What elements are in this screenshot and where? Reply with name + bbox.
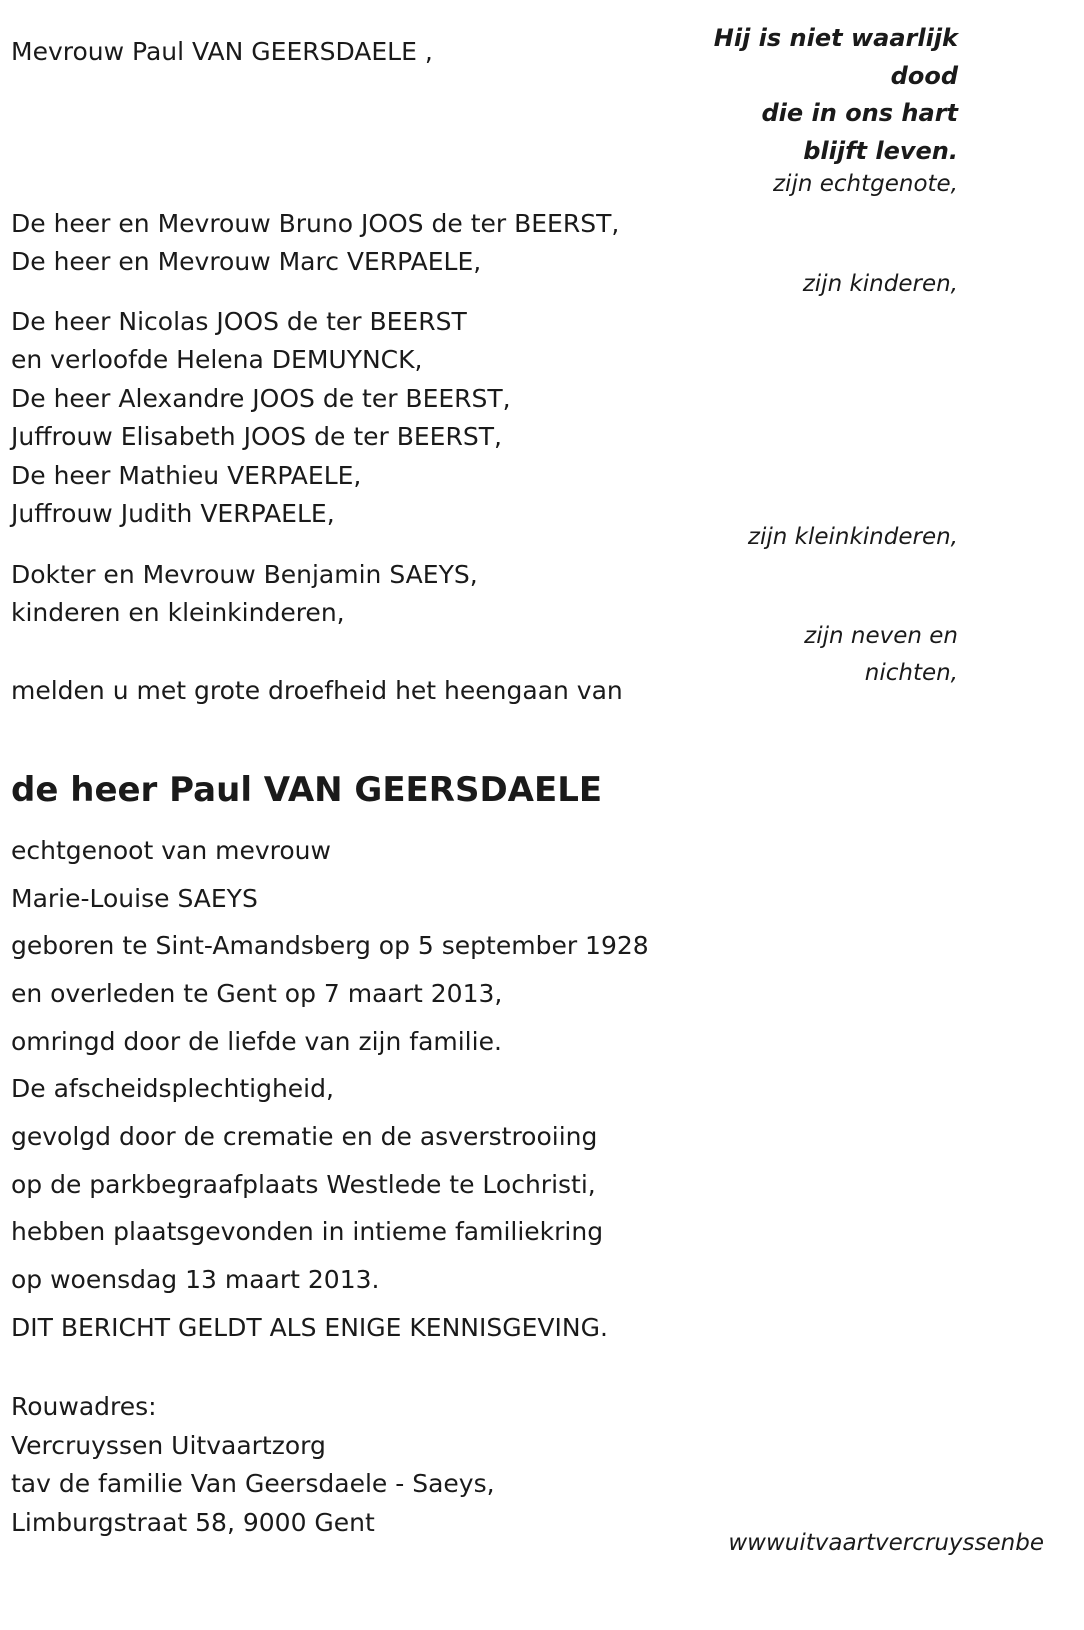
- nephews-relation-line: nichten,: [864, 660, 958, 686]
- grandchild-name: De heer Nicolas JOOS de ter BEERST: [11, 307, 467, 336]
- nephews-relation: [804, 618, 958, 692]
- nephew-name: kinderen en kleinkinderen,: [11, 598, 345, 627]
- grandchild-name: De heer Alexandre JOOS de ter BEERST,: [11, 384, 511, 413]
- detail-line: De afscheidsplechtigheid,: [11, 1074, 334, 1103]
- detail-line: Marie-Louise SAEYS: [11, 884, 258, 913]
- address-line: tav de familie Van Geersdaele - Saeys,: [11, 1469, 495, 1498]
- quote-line: blijft leven.: [803, 136, 958, 165]
- deceased-name: de heer Paul VAN GEERSDAELE: [11, 770, 603, 810]
- detail-line: en overleden te Gent op 7 maart 2013,: [11, 979, 503, 1008]
- quote-line: dood: [890, 61, 958, 90]
- nephew-name: Dokter en Mevrouw Benjamin SAEYS,: [11, 560, 478, 589]
- address-line: Limburgstraat 58, 9000 Gent: [11, 1508, 375, 1537]
- grandchild-name: Juffrouw Elisabeth JOOS de ter BEERST,: [11, 422, 502, 451]
- quote-line: Hij is niet waarlijk: [713, 24, 958, 52]
- address-line: Vercruyssen Uitvaartzorg: [11, 1431, 326, 1460]
- children-relation: zijn kinderen,: [802, 271, 958, 297]
- address-label: Rouwadres:: [11, 1392, 157, 1421]
- memorial-quote: [714, 20, 958, 170]
- detail-line: hebben plaatsgevonden in intieme familiekring: [11, 1217, 604, 1246]
- spouse-name: Mevrouw Paul VAN GEERSDAELE ,: [11, 37, 433, 66]
- website: wwwuitvaartvercruyssenbe: [728, 1530, 1044, 1556]
- child-name: De heer en Mevrouw Bruno JOOS de ter BEERST,: [11, 209, 620, 238]
- grandchild-name: Juffrouw Judith VERPAELE,: [11, 499, 335, 528]
- grandchildren-relation: zijn kleinkinderen,: [747, 524, 958, 550]
- detail-line: op woensdag 13 maart 2013.: [11, 1265, 380, 1294]
- child-name: De heer en Mevrouw Marc VERPAELE,: [11, 247, 482, 276]
- detail-line: gevolgd door de crematie en de asverstrooiing: [11, 1122, 598, 1151]
- nephews-relation-line: zijn neven en: [804, 623, 958, 649]
- quote-line: die in ons hart: [761, 99, 958, 127]
- announcement: melden u met grote droefheid het heengaan van: [11, 676, 623, 705]
- detail-line: geboren te Sint-Amandsberg op 5 september 1928: [11, 931, 649, 960]
- spouse-relation: zijn echtgenote,: [772, 171, 958, 197]
- notice-disclaimer: DIT BERICHT GELDT ALS ENIGE KENNISGEVING.: [11, 1313, 608, 1342]
- detail-line: echtgenoot van mevrouw: [11, 836, 331, 865]
- grandchild-name: De heer Mathieu VERPAELE,: [11, 461, 362, 490]
- grandchild-name: en verloofde Helena DEMUYNCK,: [11, 345, 423, 374]
- detail-line: omringd door de liefde van zijn familie.: [11, 1027, 502, 1056]
- detail-line: op de parkbegraafplaats Westlede te Lochristi,: [11, 1170, 596, 1199]
